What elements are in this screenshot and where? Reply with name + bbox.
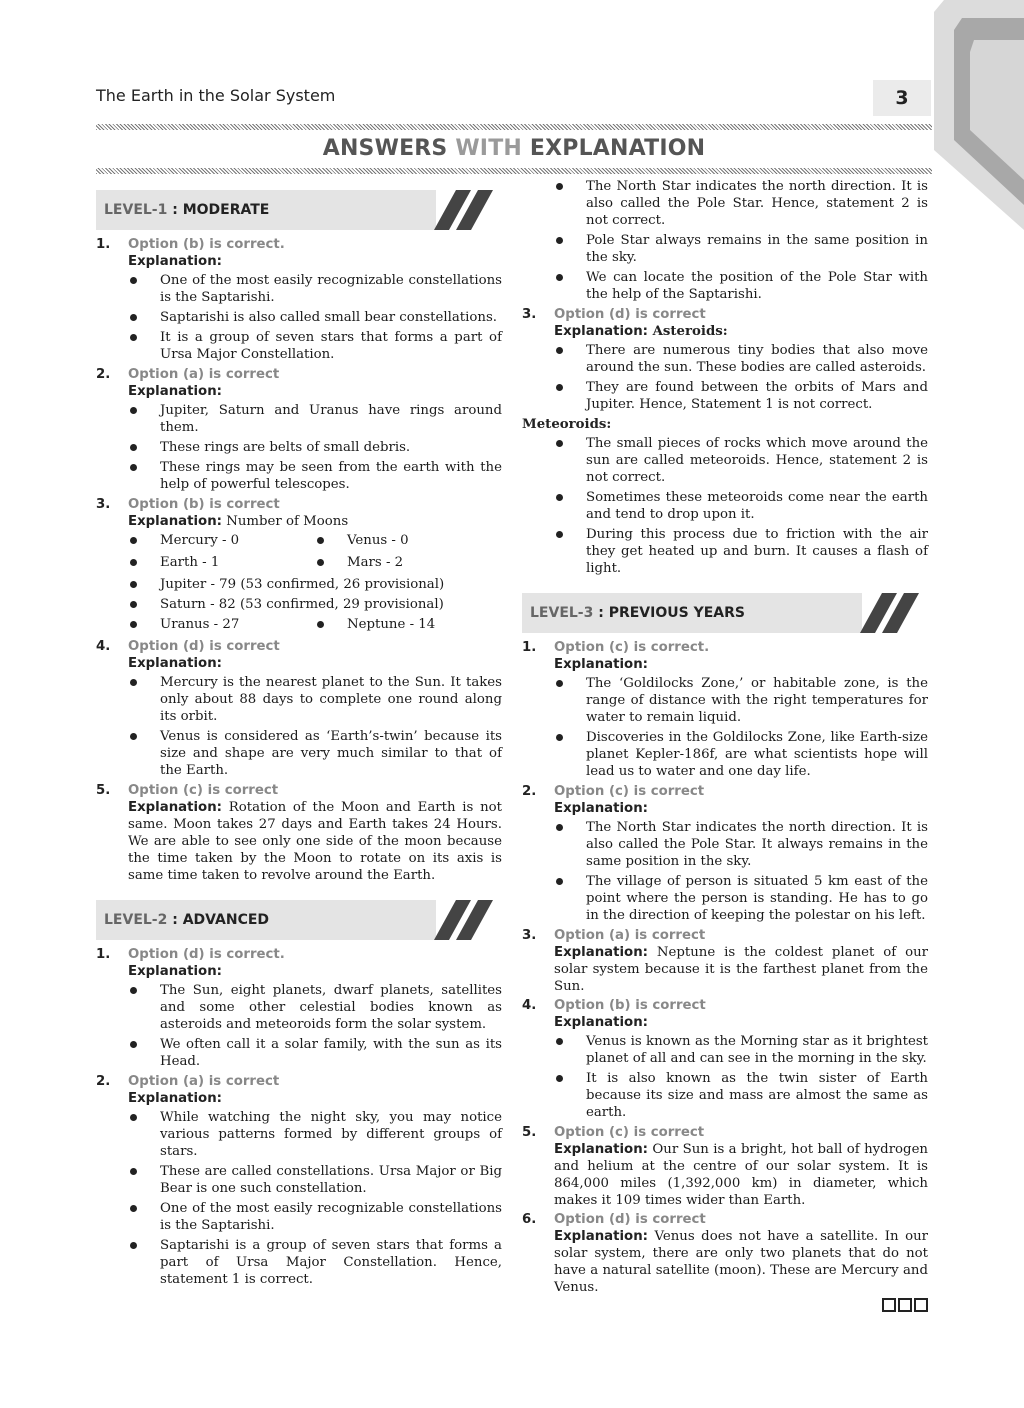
title-rule xyxy=(96,168,932,174)
page-title: ANSWERS WITH EXPLANATION xyxy=(322,136,706,161)
answer-l3-2: 2. Option (c) is correct Explanation: The North Star indicates the north direction. It is also called the Pole Star. It always remains in the same position in the sky. The village of person is situated 5 km east of the point where the person is standing. He has to go in the direction of keeping the polestar on his left. xyxy=(522,784,928,923)
list-item: Mercury is the nearest planet to the Sun. It takes only about 88 days to complete one round along its orbit. xyxy=(128,674,502,725)
banner-stripes-icon xyxy=(434,190,496,230)
answer-l2-3: 3. Option (d) is correct Explanation: Asteroids: There are numerous tiny bodies that also move around the sun. These bodies are called asteroids. They are found between the orbits of Mars and Jupiter. Hence, Statement 1 is not correct. xyxy=(522,307,928,412)
list-item: Jupiter - 79 (53 confirmed, 26 provisional) xyxy=(128,576,502,593)
left-column xyxy=(96,178,502,1291)
answer-l1-1: 1. Option (b) is correct. Explanation: One of the most easily recognizable constellations is the Saptarishi. Saptarishi is also called small bear constellations. It is a group of seven stars that forms a part of Ursa Major Constellation. xyxy=(96,237,502,362)
list-item: The small pieces of rocks which move around the sun are called meteoroids. Hence, statement 2 is not correct. xyxy=(554,435,928,486)
page-number: 3 xyxy=(873,80,931,116)
subheading-meteoroids: Meteoroids: xyxy=(522,417,612,432)
list-item: One of the most easily recognizable constellations is the Saptarishi. xyxy=(128,272,502,306)
list-item: Saptarishi is also called small bear constellations. xyxy=(128,309,502,326)
list-item: We often call it a solar family, with the sun as its Head. xyxy=(128,1036,502,1070)
list-item: They are found between the orbits of Mars and Jupiter. Hence, Statement 1 is not correct. xyxy=(554,379,928,413)
list-item: Venus - 0 xyxy=(315,532,502,549)
list-item: Mercury - 0 xyxy=(128,532,315,549)
list-item: The North Star indicates the north direction. It is also called the Pole Star. It always remains in the same position in the sky. xyxy=(554,819,928,870)
list-item: These rings are belts of small debris. xyxy=(128,439,502,456)
header-rule xyxy=(96,124,932,130)
list-item: Saptarishi is a group of seven stars that forms a part of Ursa Major Constellation. Hence, statement 1 is correct. xyxy=(128,1237,502,1288)
answer-l3-5: 5. Option (c) is correct Explanation: Our Sun is a bright, hot ball of hydrogen and helium at the centre of our solar system. It is 864,000 miles (1,392,000 km) in diameter, which makes it 109 times wider than Earth. xyxy=(522,1125,928,1208)
list-item: Jupiter, Saturn and Uranus have rings around them. xyxy=(128,402,502,436)
list-item: Mars - 2 xyxy=(315,554,502,571)
list-item: We can locate the position of the Pole Star with the help of the Saptarishi. xyxy=(554,269,928,303)
list-item: It is a group of seven stars that forms a part of Ursa Major Constellation. xyxy=(128,329,502,363)
answer-l3-1: 1. Option (c) is correct. Explanation: The ‘Goldilocks Zone,’ or habitable zone, is the range of distance with the right temperatures for water to remain liquid. Discoveries in the Goldilocks Zone, like Earth-size planet Kepler-186f, are what scientists hope will lead us to water and one day life. xyxy=(522,640,928,779)
answer-l1-3: 3. Option (b) is correct Explanation: Number of Moons Mercury - 0 Venus - 0 Earth - 1 Mars - 2 Jupiter - 79 (53 confirmed, 26 provisional) Saturn - 82 (53 confirmed, 29 provisional) Uranus - 27 Neptune - 14 xyxy=(96,496,502,636)
list-item: These rings may be seen from the earth with the help of powerful telescopes. xyxy=(128,459,502,493)
list-item: Pole Star always remains in the same position in the sky. xyxy=(554,232,928,266)
list-item: Venus is considered as ‘Earth’s-twin’ because its size and shape are very much similar to that of the Earth. xyxy=(128,728,502,779)
answer-l1-2: 2. Option (a) is correct Explanation: Jupiter, Saturn and Uranus have rings around them. These rings are belts of small debris. These rings may be seen from the earth with the help of powerful telescopes. xyxy=(96,367,502,492)
end-of-section-mark xyxy=(522,1298,928,1317)
answer-l1-5: 5. Option (c) is correct Explanation: Rotation of the Moon and Earth is not same. Moon takes 27 days and Earth takes 24 Hours. We are able to see only one side of the moon because the time taken by the Moon to rotate on its axis is same time taken to revolve around the Earth. xyxy=(96,783,502,883)
answer-l2-2: 2. Option (a) is correct Explanation: While watching the night sky, you may notice various patterns formed by different groups of stars. These are called constellations. Ursa Major or Big Bear is one such constellation. One of the most easily recognizable constellations is the Saptarishi. Saptarishi is a group of seven stars that forms a part of Ursa Major Constellation. Hence, statement 1 is correct. xyxy=(96,1074,502,1287)
list-item: Neptune - 14 xyxy=(315,616,502,633)
answer-l2-2-continued xyxy=(522,178,928,303)
level-1-banner: LEVEL-1 : MODERATE xyxy=(96,190,436,230)
banner-stripes-icon xyxy=(860,593,922,633)
list-item: Sometimes these meteoroids come near the earth and tend to drop upon it. xyxy=(554,489,928,523)
list-item: There are numerous tiny bodies that also move around the sun. These bodies are called asteroids. xyxy=(554,342,928,376)
list-item: While watching the night sky, you may notice various patterns formed by different groups of stars. xyxy=(128,1109,502,1160)
list-item: Venus is known as the Morning star as it brightest planet of all and can see in the morning in the sky. xyxy=(554,1033,928,1067)
list-item: The village of person is situated 5 km east of the point where the person is standing. He has to go in the direction of keeping the polestar on his left. xyxy=(554,873,928,924)
list-item: Uranus - 27 xyxy=(128,616,315,633)
list-item: During this process due to friction with the air they get heated up and burn. It causes a flash of light. xyxy=(554,526,928,577)
list-item: It is also known as the twin sister of Earth because its size and mass are almost the same as earth. xyxy=(554,1070,928,1121)
running-title: The Earth in the Solar System xyxy=(96,86,336,105)
list-item: Earth - 1 xyxy=(128,554,315,571)
answer-l2-1: 1. Option (d) is correct. Explanation: The Sun, eight planets, dwarf planets, satellites and some other celestial bodies known as asteroids and meteoroids form the solar system. We often call it a solar family, with the sun as its Head. xyxy=(96,947,502,1069)
answer-l3-3: 3. Option (a) is correct Explanation: Neptune is the coldest planet of our solar system because it is the farthest planet from the Sun. xyxy=(522,928,928,994)
banner-stripes-icon xyxy=(434,900,496,940)
level-3-banner: LEVEL-3 : PREVIOUS YEARS xyxy=(522,593,862,633)
list-item: Saturn - 82 (53 confirmed, 29 provisional) xyxy=(128,596,502,613)
answer-l3-4: 4. Option (b) is correct Explanation: Venus is known as the Morning star as it brightest planet of all and can see in the morning in the sky. It is also known as the twin sister of Earth because its size and mass are almost the same as earth. xyxy=(522,998,928,1120)
right-column xyxy=(522,178,928,1317)
list-item: These are called constellations. Ursa Major or Big Bear is one such constellation. xyxy=(128,1163,502,1197)
list-item: One of the most easily recognizable constellations is the Saptarishi. xyxy=(128,1200,502,1234)
level-2-banner: LEVEL-2 : ADVANCED xyxy=(96,900,436,940)
answer-l1-4: 4. Option (d) is correct Explanation: Mercury is the nearest planet to the Sun. It takes only about 88 days to complete one round along its orbit. Venus is considered as ‘Earth’s-twin’ because its size and shape are very much similar to that of the Earth. xyxy=(96,639,502,778)
list-item: Discoveries in the Goldilocks Zone, like Earth-size planet Kepler-186f, are what scientists hope will lead us to water and one day life. xyxy=(554,729,928,780)
answer-l2-3-meteoroids xyxy=(522,435,928,577)
list-item: The ‘Goldilocks Zone,’ or habitable zone, is the range of distance with the right temperatures for water to remain liquid. xyxy=(554,675,928,726)
list-item: The North Star indicates the north direction. It is also called the Pole Star. Hence, statement 2 is not correct. xyxy=(554,178,928,229)
list-item: The Sun, eight planets, dwarf planets, satellites and some other celestial bodies known as asteroids and meteoroids form the solar system. xyxy=(128,982,502,1033)
answer-l3-6: 6. Option (d) is correct Explanation: Venus does not have a satellite. In our solar system, there are only two planets that do not have a natural satellite (moon). These are Mercury and Venus. xyxy=(522,1212,928,1295)
